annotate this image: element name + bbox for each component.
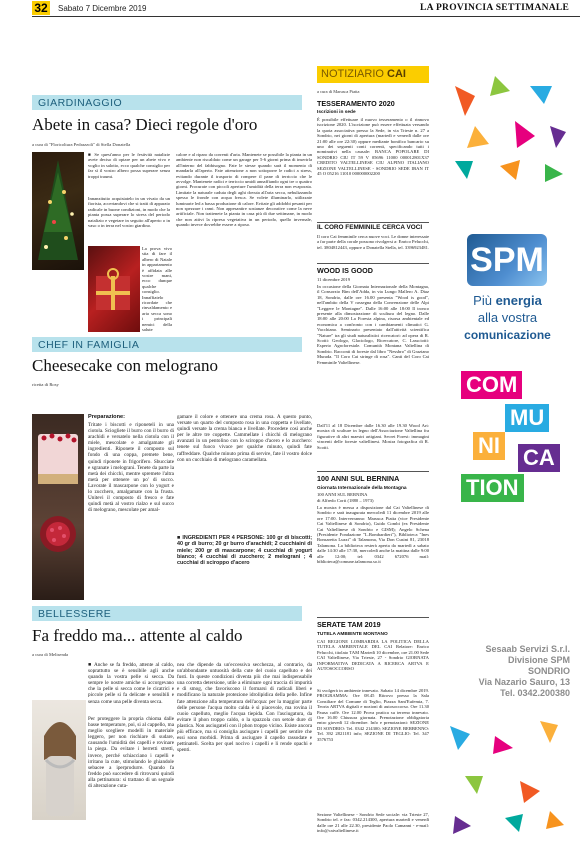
- cheesecake-photo: [32, 414, 84, 600]
- spm-tagline: [435, 292, 580, 344]
- spm-logo-text: SPM: [470, 241, 544, 279]
- collage-word: NI: [473, 432, 505, 460]
- woman-photo: [32, 700, 86, 820]
- cai-label: CAI: [387, 68, 406, 80]
- address-line: Via Nazario Sauro, 13: [478, 677, 570, 687]
- serate-body-2: Si svolgerà in ambiente innevato. Sabato 14 dicembre 2019. PROGRAMMA: Ore 08.45 Ritrovo presso la Sala Consiliare del Comune di Teglio, Piazza Sant'Eufemia, 7. Teoria ARTVA digitali e nozioni di autosoccorso. Ore 11.30 Pausa caffè. Ore 12.00 Prova pratica su terreno innevato. Ore 16.00 Chiusura giornata. Prenotazione obbligatoria entro giovedì 12 dicembre. Info e prenotazioni: SEZIONE DI SONDRIO: Tel. 0342 214300; SEZIONE BERBENNO: Tel. 392 2821181 info; SEZIONE DI TEGLIO: Tel. 347 3576753: [317, 688, 429, 742]
- article-title: Cheesecake con melograno: [32, 356, 218, 375]
- address-line: Tel. 0342.200380: [500, 688, 570, 698]
- tagline-line-2: alla vostra: [477, 310, 538, 325]
- divider: [317, 617, 429, 618]
- article-column-2: calore e al riparo da correnti d'aria. Mantenete se possibile la pianta in un ambiente non riscaldato come un garage per 5-6 giorni prima di inserirla all'interno del fabbisogno. Fate le stesse quando sarà il momento di mandarla all'aperto. Fate attenzione a non sottoporre le radici a stress, evitando durante il trasporto di rompere il pane di terriccio che le avvolge. Mantenete radici e terriccio umidi annaffiando ogni tre o quattro giorni. Procurate con piccoli aperture l'umidità della terra non evaporata. Limitate la naturale caduta degli aghi dovuta all'aria secca, nebulizzando spesso le fronde con acqua fresca. Se volete illuminarlo, utilizzate luminarie led a bassa produzione di calore. Evitate gli addobbi pesanti per non spezzare i rami. Non appesantire sostanze decorative come la neve artificiale. Non trattenete la pianta in casa più di due settimane, in modo che non attivi la ripresa vegetativa in un periodo, quello invernale, quando invece dovrebbe essere a riposo.: [176, 152, 312, 228]
- divider: [317, 471, 429, 472]
- page-header: [0, 0, 580, 18]
- ingredients-box: ■ INGREDIENTI PER 4 PERSONE: 100 gr di biscotti; 40 gr di burro; 20 gr burro d'arachidi; 2 cucchiaini di miele; 200 gr di mascarpone; 4 cucchiai di yogurt bianco; 4 cucchiai di zucchero; 2 melograni ; 4 cucchiai di sciroppo d'acero: [177, 535, 312, 567]
- tagline-highlight: energia: [495, 293, 542, 308]
- article-byline: a cura di Melisenda: [32, 652, 69, 657]
- tesseramento-body: È possibile effettuare il nuovo tesseramento o il rinnovo iscrizione 2020. L'iscrizione può essere effettuata versando la quota associativa presso la Sede, in via Trieste n. 27 a Sondrio, nei giorni di apertura (martedì e venerdì dalle ore 21:00 alle ore 22:30) oppure mediante bonifico bancario su uno dei seguenti conti correnti, specificando tutti i nominativi nella causale: BANCA POPOLARE DI SONDRIO CIU IT 59 V 05696 11000 000012801X37 CREDITO VALTELLINESE CIU ALPINO ITALIANO SEZIONE VALTELLINESE - SONDRIO SEDE IBAN IT 45 O 05216 11010 000000002200: [317, 117, 429, 177]
- gift-photo: [88, 246, 140, 332]
- cai-footer: Sezione Valtellinese - Sondrio Sede sociale: via Trieste 27, Sondrio tel. e fax: 0342.214300, apertura martedì e venerdì dalle ore 21 alle 22.30, presidente Paolo Camanni - e-mail: info@caivaltellinese.it: [317, 812, 429, 834]
- address-line: SONDRIO: [527, 666, 570, 676]
- serate-title: SERATE TAM 2019: [317, 620, 381, 629]
- wood-date: 11 dicembre 2019: [317, 277, 350, 282]
- communication-collage: [443, 366, 573, 516]
- collage-word: CA: [518, 444, 560, 472]
- masthead: LA PROVINCIA SETTIMANALE: [420, 3, 570, 13]
- decorative-figures: [435, 66, 580, 186]
- address-line: Sesaab Servizi S.r.l.: [485, 644, 570, 654]
- divider: [317, 263, 429, 264]
- serate-body: CAI REGIONE LOMBARDIA LA POLITICA DELLA TUTELA AMBIENTALE DEL CAI Relatore: Enrico Pelucchi, titolato TAM Martedì 10 dicembre, ore 21.00 Sede CAI Valtellinese, Via Trieste, 27 - Sondrio GIORNATA INFORMATIVA DEDICATA A RICERCA ARTVA E AUTOSOCCORSO: [317, 639, 429, 672]
- tesseramento-title: TESSERAMENTO 2020: [317, 99, 395, 108]
- spm-advertisement: [435, 66, 580, 846]
- cento-anni-date: di Alfredo Corti (1880 – 1973): [317, 498, 374, 503]
- cento-anni-body: La mostra è messa a disposizione dal Cai Valtellinese di Sondrio e sarà inaugurata mercoledì 11 dicembre 2019 alle ore 17:00. Interverranno: Marusca Piatta (vice Presidente Cai Valtellinese di Sondrio), Guido Combi (ex Presidente Cai Valtellinese di Sondrio e GISM); Angelo Schena (Presidente Fondazione "L.Bombardieri"), Biblioteca "Ines Bonsaretta Luzzi" di Talamona, Via Don Cusini 81, 23018 Talamona. La biblioteca resterà aperta da martedì a sabato dalle 14:30 alle 17:30, mercoledì anche la mattina dalle 9:00 alle 12:00; tel: 0342 672076 mail: biblioteca@comune.talamona.so.it: [317, 505, 429, 565]
- tagline-line-3: comunicazione: [464, 328, 551, 342]
- notiziario-label: NOTIZIARIO: [321, 68, 384, 80]
- tesseramento-sub: Iscrizioni in sede: [317, 110, 356, 115]
- article-byline: a cura di "Floricoltura Pedrazzoli" di Stella Donatella: [32, 142, 131, 147]
- cento-anni-title: 100 ANNI SUL BERNINA: [317, 474, 400, 483]
- cento-anni-sub2: 100 ANNI SUL BERNINA: [317, 492, 368, 497]
- address-line: Divisione SPM: [507, 655, 570, 665]
- wood-extra: Dall'11 al 18 Dicembre dalle 16.30 alle 19.30 Wood Art: mostra di sculture in legno dell'Associazione Valtellina fra figurative di altri maestri artigiani. Secret Forest: immagini vincenti delle foreste valtellinesi. Mostra fotografica di R. Scotti.: [317, 423, 429, 450]
- beauty-column-1-bottom: Per proteggere la propria chioma dalle basse temperature, poi, si al cappello, ma meglio scegliere modelli in materiale leggero, per non rischiare di sudare, causando l'umidità dei capelli e rovinare la piega. Da evitare i berretti stretti, invece, perché schiacciano i capelli e irritano la cute, stimolando le ghiandole sebacee a iperprodurre. Quando fa freddo può succedere di ritrovarsi quindi alla pettinatura: si trattano di un segnale di alterazione cuta-: [88, 716, 174, 790]
- collage-word: MU: [505, 404, 549, 432]
- wood-body: In occasione della Giornata Internazionale della Montagna, il Consorzio Bim dell'Adda, in via Lungo Mallero A. Diaz 18, Sondrio, dalle ore 16.00 presenta "Wood is good", nell'ambito della V rassegna della Convenzione delle Alpi "Leggere le Montagne". Dalle 16:00 alle 18:00 Il tronco presente alla dimostrazione di scultura del legno. Dalle 18:00 alle 20:00 La Foresta alpina, risorsa ambientale ed economica a confronto con i cambiamenti climatici G. Vacchiano. Seminario presentato dall'attività scientifica "Nature" tra gli studi naturalistici ricercatori: ad opera di R. Scotti: Geologo, Glaciologo, Ricercatore, C. Lassciotti: Esperto Agroforestale. Comunità Montana Valtellina di Sondrio. Racconti di foreste dal libro "Nessbro" di Graziano Murada. "Il Coro Cai stringe di rosa". Canti del Coro Cai Femminile Valtellinese.: [317, 284, 429, 365]
- section-band-chef: CHEF IN FAMIGLIA: [32, 337, 302, 352]
- divider: [317, 222, 429, 223]
- notiziario-byline: a cura di Marusca Piatta: [317, 89, 360, 94]
- article-title: Fa freddo ma... attente al caldo: [32, 626, 243, 645]
- coro-title: IL CORO FEMMINILE CERCA VOCI: [317, 224, 423, 231]
- recipe-column-2: gamare il colore e ottenere una crema rosa. A questo punto, versate un quarto del composto rosa in una coppetta e livellate, quindi versate la crema bianca e livellate. Procedete così anche per le altre tre coppette. Cammellate i chicchi di melograno avanzati in un pentolino con lo sciroppo d'acero e lo zucchero: tenete sul fuoco vivace per qualche minuto, quindi fate raffreddare. Qualche minuto prima di servire, fate il vostro dolce con un cucchiaio di melograno caramellata.: [177, 414, 312, 463]
- section-band-bellessere: BELLESSERE: [32, 606, 302, 621]
- beauty-column-1-top: ■ Anche se fa freddo, attente al caldo, soprattutto se è sensibile agli anche quando la vostra pelle si secca. Da sempre le nostre amiche si accorgevano che la pelle si secca come le cicatrici e piccole pelle si fa delicate e sensibili e senza come una pelle diventa secca.: [88, 662, 174, 705]
- tagline-word: Più: [473, 293, 492, 308]
- cento-anni-sub: Giornata Internazionale della Montagna: [317, 486, 407, 491]
- collage-word: TION: [461, 474, 524, 502]
- page-date: Sabato 7 Dicembre 2019: [58, 4, 147, 13]
- article-title: Abete in casa? Dieci regole d'oro: [32, 115, 258, 134]
- spm-address: [435, 644, 580, 699]
- collage-word: COM: [461, 371, 522, 399]
- section-band-giardinaggio: GIARDINAGGIO: [32, 95, 302, 110]
- article-column-1-top: ■ Se quest'anno per le festività natalizie avete deciso di optare per un abete vivo e voglio in salotto, ecco qualche consiglio per far sì il vostro albero possa superare senza troppi traumi.: [88, 152, 170, 179]
- decorative-figures-bottom: [435, 706, 580, 846]
- article-column-1-bottom: La prova vivo stia di fare il albero di Natale in appartamento è affidata alle vostre mani, ecco dunque qualche consiglio. Innaffiatelo ricordate che rinvaldamento e aria secca sono i principali nemici della salute: [142, 246, 172, 332]
- coro-body: Il coro Cai femminile cerca nuove voci. Le donne interessate a far parte della corale possono rivolgersi a: Enrico Pelucchi, tel. 3804812443, oppure a Donatella Stella, tel. 3396923481.: [317, 234, 429, 250]
- spm-logo: [467, 234, 547, 286]
- beauty-column-2: nea che dipende da un'eccessiva secchezza, al contrario, da un'abbondante untuosità della cute del cuoio capelluto e dei fusti. In queste condizioni diventa più che mai indispensabile una corretta detersione, utile a eliminare ogni traccia di impurità e di smog, che favoriscono il formarsi di radicali liberi e modificano la naturale protezione idrolipidica della pelle. Infine fate attenzione alla temperatura dell'acqua: per la maggior parte delle persone l'acqua molto calda è sì piacevole, ma rovina il cuoio capelluto, meglio l'acqua tiepida. Con l'asciugatura, da evitare il phon troppo caldo, o la spazzola con setole dure di plastica. Non asciugateli con il phon troppo vicino. Esiste ancora più efficace, ma si consiglia asciugare i capelli per sentire che essi sono morbidi. Prima di asciugare il capello rassodate e pettinateli. Scelta per quel nocivo i capelli e li rende opachi e spenti.: [177, 662, 312, 754]
- header-rule: [32, 16, 580, 17]
- article-column-1-mid: Innanzitutto acquistatelo in un vivaio da un fiorista, accertandovi che si tratti di apparato radicale in buone condizioni, in modo che la pianta possa superare lo stress del periodo natalizio e vegetare in seguito all'aperto o in vaso o in terra nel vostro giardino.: [88, 196, 170, 229]
- serate-sub: TUTELA AMBIENTE MONTANO: [317, 632, 388, 637]
- prep-label: Preparazione:: [88, 414, 125, 420]
- wood-title: WOOD IS GOOD: [317, 266, 373, 275]
- article-byline: ricetta di Rosy: [32, 382, 59, 387]
- recipe-column-1: Tritate i biscotti e riponeteli in una ciotola. Sciogliete il burro con il burro di arachidi e versatelo nella ciotola con il miele, mescolate e amalgamate gli ingredienti. Riponete il composto sul fondo di una coppa, premete bene, quindi riponete in frigorifero. Sbucciate e sgranate i melograni. Tenete da parte la metà dei chicchi, mentre spremete l'altra metà per ottenere un po' di succo. Lavorate il mascarpone con lo yogurt e lo zucchero, amalgamate con la frusta. Unitevi il composto di fresco e fate quindi metà al vostro rialzo e sul succo di melograno, mescolate per amal-: [88, 422, 174, 514]
- notiziario-band: [317, 66, 429, 83]
- christmas-tree-photo: [32, 152, 84, 270]
- page-number: 32: [32, 1, 50, 15]
